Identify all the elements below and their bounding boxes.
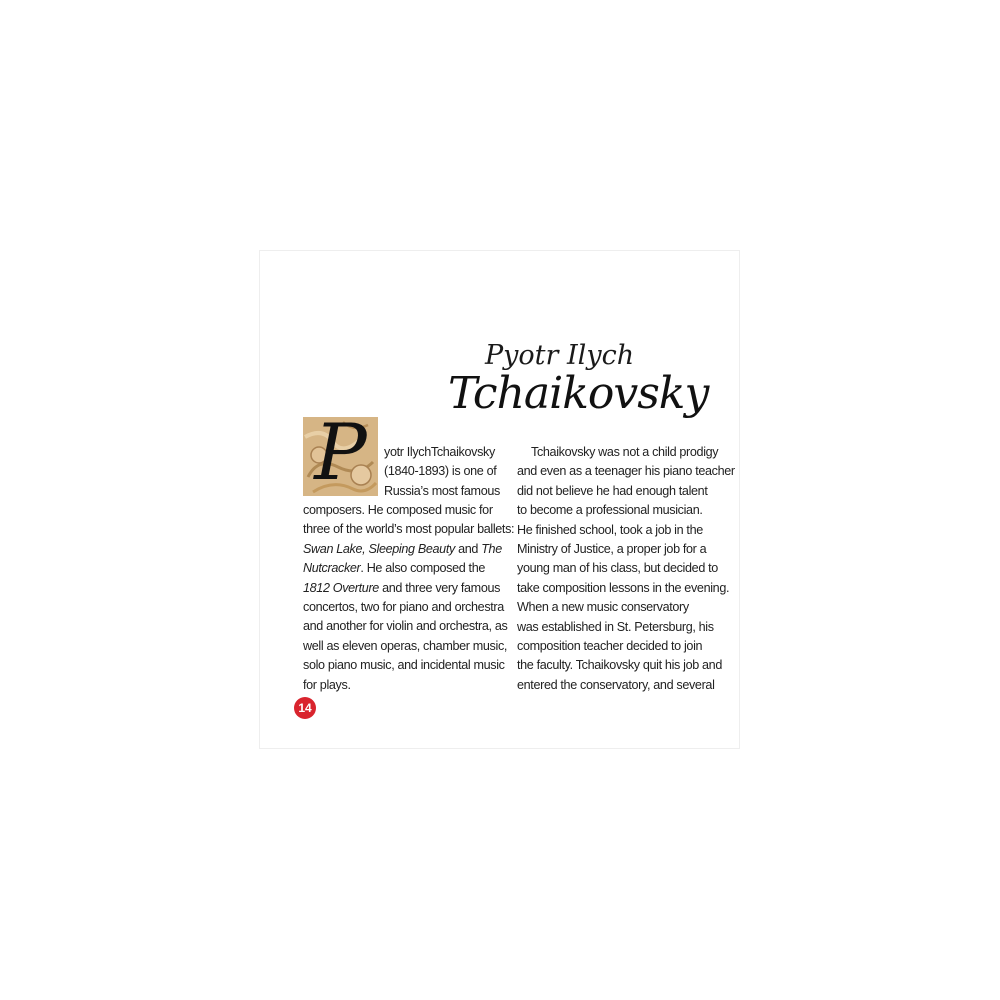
- right-column-text: [517, 443, 735, 695]
- text-line: composition teacher decided to join: [517, 638, 703, 653]
- text-line: Russia’s most famous: [384, 483, 500, 498]
- title-first-names: Pyotr Ilych: [485, 340, 635, 371]
- overture-title: 1812 Overture: [303, 580, 379, 595]
- text-line: the faculty. Tchaikovsky quit his job and: [517, 658, 722, 673]
- text-line: did not believe he had enough talent: [517, 483, 708, 498]
- text-line: yotr IlychTchaikovsky: [384, 445, 495, 459]
- text-line: Ministry of Justice, a proper job for a: [517, 541, 707, 556]
- text-line: young man of his class, but decided to: [517, 561, 718, 576]
- text-line: to become a professional musician.: [517, 503, 703, 518]
- text-line: (1840-1893) is one of: [384, 464, 497, 479]
- text-line: entered the conservatory, and several: [517, 677, 715, 692]
- text-line: 1812 Overture and three very famous: [303, 580, 501, 595]
- ballet-title: The: [481, 541, 502, 556]
- text-line: He finished school, took a job in the: [517, 522, 703, 537]
- page-number-badge: 14: [294, 697, 316, 719]
- intro-text: [384, 443, 500, 501]
- text-line: When a new music conservatory: [517, 600, 689, 615]
- text-line: and another for violin and orchestra, as: [303, 619, 508, 634]
- text-line: Swan Lake, Sleeping Beauty and The: [303, 541, 502, 556]
- text-line: solo piano music, and incidental music: [303, 658, 505, 673]
- text-line: well as eleven operas, chamber music,: [303, 638, 508, 653]
- text-line: for plays.: [303, 677, 351, 692]
- text-line: was established in St. Petersburg, his: [517, 619, 714, 634]
- left-column-text: [303, 501, 514, 695]
- ballet-titles: Swan Lake, Sleeping Beauty: [303, 541, 455, 556]
- text-line: take composition lessons in the evening.: [517, 580, 730, 595]
- text-line: Tchaikovsky was not a child prodigy: [531, 445, 719, 459]
- text-line: concertos, two for piano and orchestra: [303, 599, 504, 614]
- text-line: composers. He composed music for: [303, 503, 493, 517]
- drop-cap-letter: P: [314, 417, 367, 496]
- ballet-title: Nutcracker: [303, 561, 361, 576]
- text-line: Nutcracker. He also composed the: [303, 561, 485, 576]
- text-line: and even as a teenager his piano teacher: [517, 464, 735, 479]
- drop-cap-illustration: [303, 417, 378, 496]
- title-surname: Tchaikovsky: [448, 368, 709, 419]
- text-line: three of the world’s most popular ballets:: [303, 522, 515, 537]
